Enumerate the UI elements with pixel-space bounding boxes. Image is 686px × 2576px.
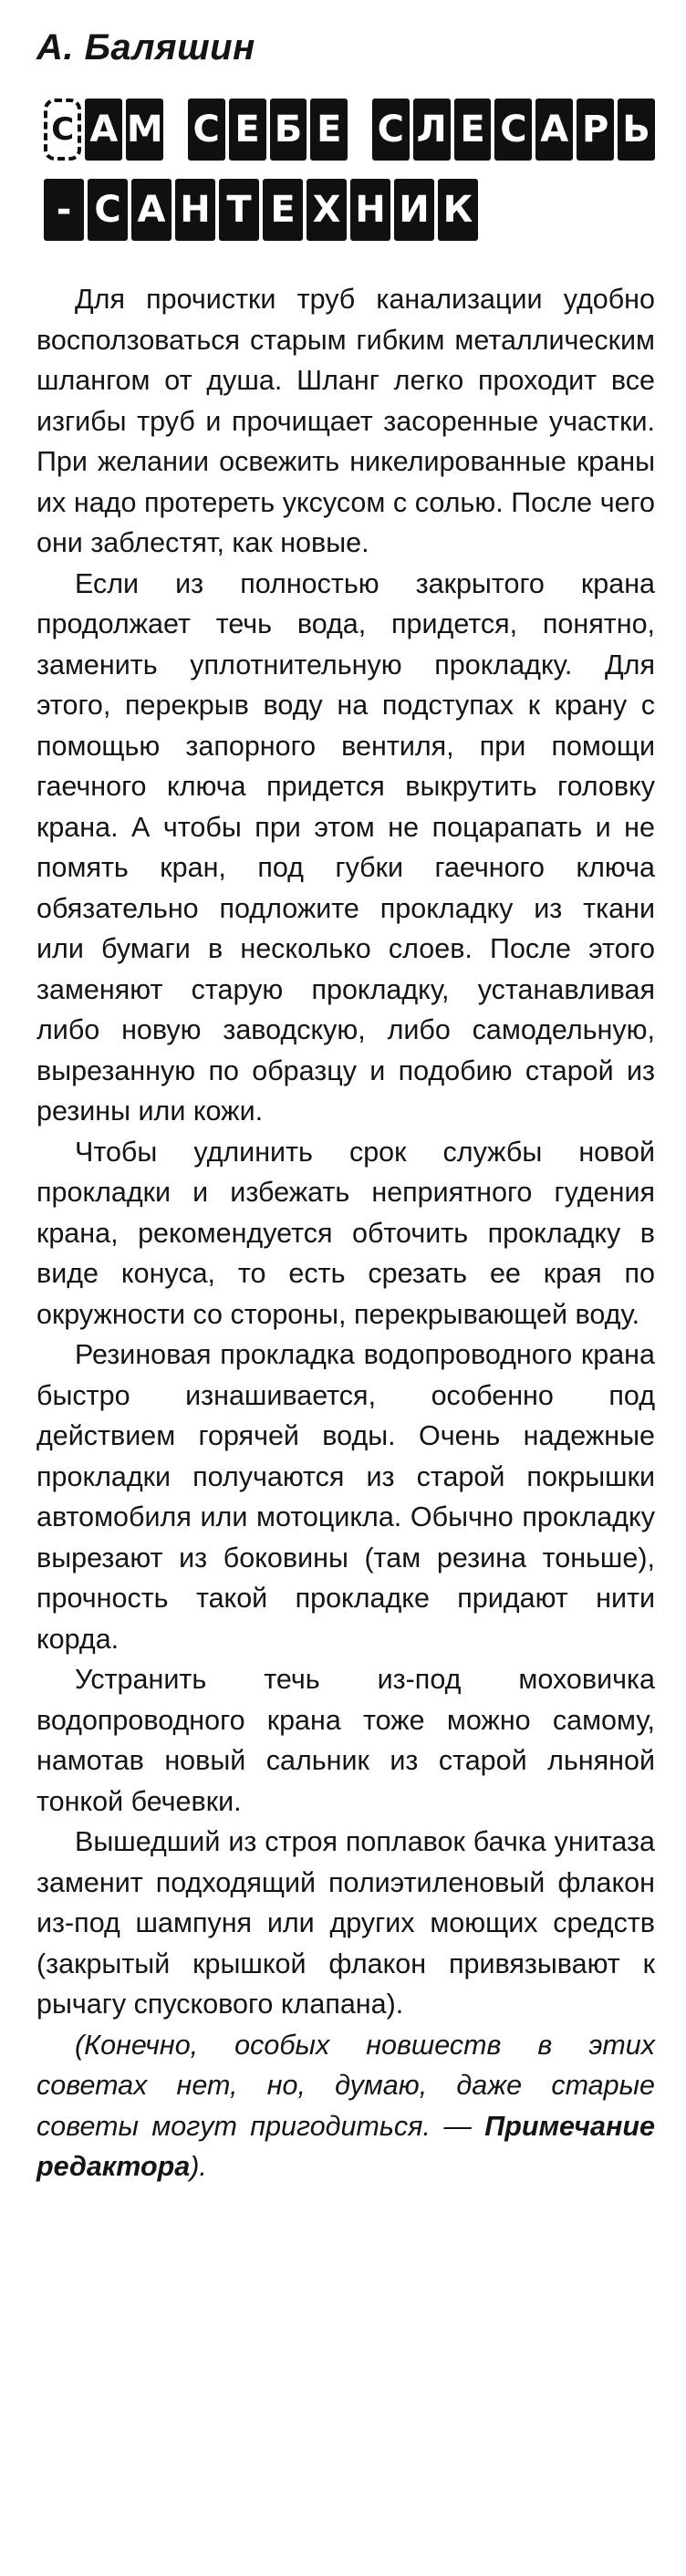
author-name: А. Баляшин — [36, 27, 255, 68]
paragraph-6: Вышедший из строя поплавок бачка унитаза заменит подходящий полиэтиленовый флакон из-под шампуня или других моющих средств (закрытый крышкой флакон привязывают к рычагу спускового клапана). — [36, 1826, 655, 2020]
title-letter-tile: С — [44, 99, 81, 161]
paragraph-1: Для прочистки труб канализации удобно восползоваться старым гибким металлическим шлангом от душа. Шланг легко проходит все изгибы труб и прочищает засоренные участки. При желании освежить никелированные краны их надо протереть уксусом с солью. После чего они заблестят, как новые. — [36, 284, 655, 558]
title-line-1 — [44, 99, 655, 161]
title-letter-tile: Е — [263, 179, 303, 241]
title-line-2 — [44, 179, 655, 241]
title-space — [351, 99, 369, 161]
article-title — [44, 99, 655, 241]
paragraph-4: Резиновая прокладка водопроводного крана быстро изнашивается, особенно под действием горячей воды. Очень надежные прокладки получаются из старой покрышки автомобиля или мотоцикла. Обычно прокладку вырезают из боковины (там резина тоньше), прочность такой прокладке придают нити корда. — [36, 1339, 655, 1655]
title-letter-tile: К — [438, 179, 478, 241]
title-letter-tile: А — [85, 99, 122, 161]
title-letter-tile: Н — [350, 179, 390, 241]
title-letter-tile: И — [394, 179, 434, 241]
paragraph-2: Если из полностью закрытого крана продолжает течь вода, придется, понятно, заменить уплотнительную прокладку. Для этого, перекрыв воду на подступах к крану с помощью запорного вентиля, при помощи гаечного ключа придется выкрутить головку крана. А чтобы при этом не поцарапать и не помять кран, под губки гаечного ключа обязательно подложите прокладку из ткани или бумаги в несколько слоев. После этого заменяют старую прокладку, устанавливая либо новую заводскую, либо самодельную, вырезанную по образцу и подобию старой из резины или кожи. — [36, 567, 655, 1127]
title-letter-tile: С — [494, 99, 532, 161]
editor-note-text: (Конечно, особых новшеств в этих советах нет, но, думаю, даже старые советы могут пригодиться. — — [36, 2029, 655, 2142]
title-letter-tile: М — [126, 99, 163, 161]
editor-note — [36, 2025, 655, 2187]
title-letter-tile: Ь — [618, 99, 655, 161]
paragraph-5: Устранить течь из-под моховичка водопроводного крана тоже можно самому, намотав новый сальник из старой льняной тонкой бечевки. — [36, 1664, 655, 1817]
title-letter-tile: С — [88, 179, 128, 241]
title-letter-tile: С — [372, 99, 410, 161]
title-letter-tile: Б — [270, 99, 307, 161]
title-letter-tile: Е — [454, 99, 492, 161]
title-letter-tile: - — [44, 179, 84, 241]
title-letter-tile: Х — [307, 179, 347, 241]
editor-note-close: ). — [190, 2151, 207, 2182]
title-letter-tile: А — [535, 99, 573, 161]
title-letter-tile: Т — [219, 179, 259, 241]
article-body — [36, 279, 655, 2187]
paragraph-3: Чтобы удлинить срок службы новой прокладки и избежать неприятного гудения крана, рекомендуется обточить прокладку в виде конуса, то есть срезать ее края по окружности со стороны, перекрывающей воду. — [36, 1136, 655, 1330]
title-space — [167, 99, 184, 161]
title-letter-tile: Е — [310, 99, 348, 161]
editor-note-attribution: Примечание редактора — [36, 2110, 655, 2182]
title-letter-tile: С — [188, 99, 225, 161]
title-letter-tile: Р — [577, 99, 614, 161]
title-letter-tile: Л — [413, 99, 451, 161]
title-letter-tile: Н — [175, 179, 215, 241]
title-letter-tile: А — [131, 179, 172, 241]
title-letter-tile: Е — [229, 99, 266, 161]
